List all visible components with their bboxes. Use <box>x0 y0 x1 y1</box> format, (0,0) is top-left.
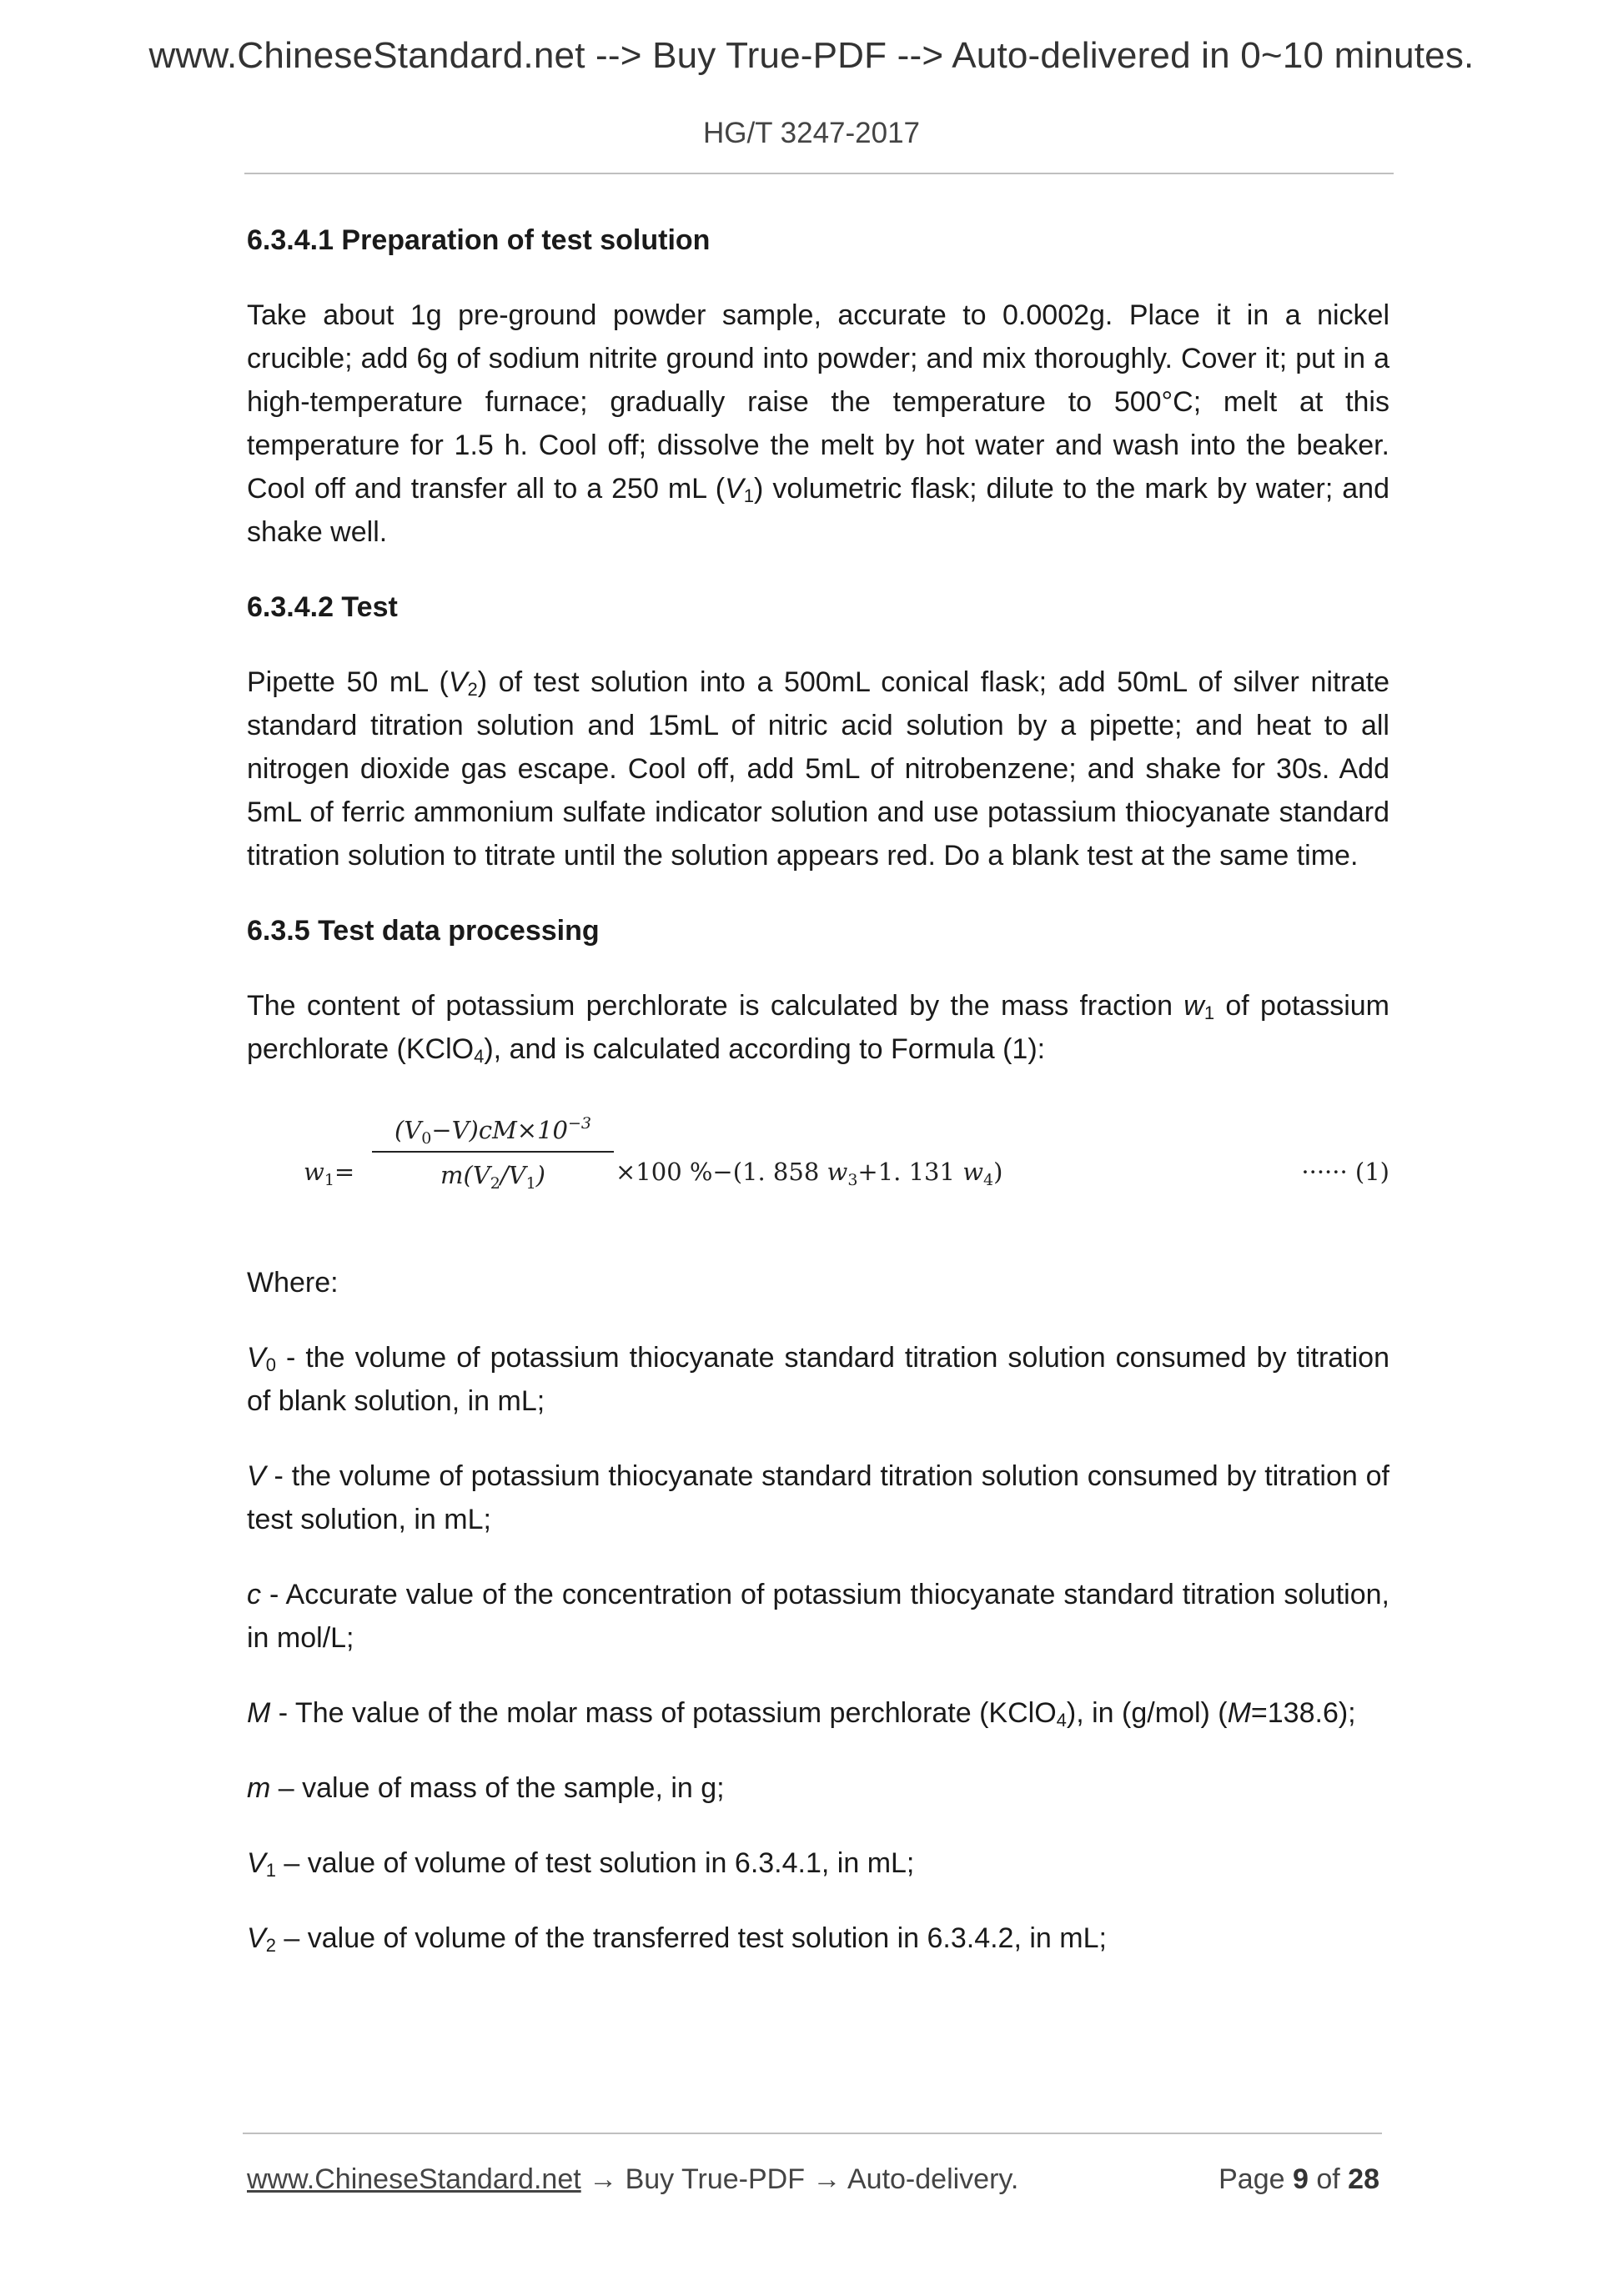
text-run: ) of test solution into a 500mL conical flask; add 50mL of silver nitrate standard titration solution and 15mL of nitric acid solution by a pipette; and heat to all nitrogen dioxide gas escape. Cool off, add 5mL of nitrobenzene; and shake for 30s. Add 5mL of ferric ammonium sulfate indicator solution and use potassium thiocyanate standard titration solution to titrate until the solution appears red. Do a blank test at the same time. <box>247 666 1389 872</box>
def-text: – value of volume of the transferred test solution in 6.3.4.2, in mL; <box>275 1922 1107 1954</box>
formula-text: ) <box>535 1161 545 1189</box>
definition-v1 <box>247 1841 1389 1885</box>
definition-v <box>247 1454 1389 1541</box>
def-variable: V <box>247 1847 266 1879</box>
def-text: =138.6); <box>1250 1697 1356 1729</box>
fraction-denominator <box>372 1158 614 1193</box>
definition-c <box>247 1573 1389 1660</box>
of-word: of <box>1316 2163 1340 2195</box>
text-run: of potassium perchlorate (KClO <box>247 990 1389 1065</box>
footer-site-link[interactable]: www.ChineseStandard.net <box>247 2163 581 2195</box>
def-subscript: 1 <box>265 1860 276 1881</box>
formula-sub: 1 <box>525 1174 536 1193</box>
page-content <box>247 219 1389 1992</box>
def-variable: V <box>247 1460 266 1492</box>
formula-sub: 1 <box>324 1171 334 1189</box>
def-text: - Accurate value of the concentration of potassium thiocyanate standard titration solution, in mol/L; <box>247 1579 1389 1654</box>
definition-m <box>247 1766 1389 1810</box>
page-total: 28 <box>1348 2163 1379 2195</box>
where-label: Where: <box>247 1267 339 1299</box>
formula-text: (V <box>394 1116 422 1144</box>
def-variable: m <box>247 1772 271 1804</box>
paragraph-6-3-4-1 <box>247 294 1389 554</box>
page-number: 9 <box>1292 2163 1309 2195</box>
formula-text: −V)cM×10 <box>431 1116 569 1144</box>
formula-exponent: −3 <box>568 1114 592 1133</box>
formula-var: w <box>304 1158 324 1186</box>
formula-text: +1. 131 <box>857 1158 963 1186</box>
page-indicator <box>1219 2163 1379 2196</box>
text-run: The content of potassium perchlorate is calculated by the mass fraction <box>247 990 1184 1022</box>
def-subscript: 0 <box>265 1354 276 1375</box>
document-code: HG/T 3247-2017 <box>702 117 921 149</box>
fraction-bar <box>372 1151 614 1153</box>
subscript: 2 <box>467 679 478 700</box>
formula-fraction <box>372 1113 614 1193</box>
def-text: - the volume of potassium thiocyanate standard titration solution consumed by titration of blank solution, in mL; <box>247 1342 1389 1417</box>
header-divider <box>244 173 1394 174</box>
definition-v2 <box>247 1917 1389 1960</box>
paragraph-6-3-4-2 <box>247 661 1389 877</box>
section-heading-6-3-4-1: 6.3.4.1 Preparation of test solution <box>247 224 711 256</box>
def-variable: c <box>247 1579 261 1610</box>
footer-divider <box>243 2133 1382 2134</box>
subscript: 1 <box>743 485 755 506</box>
equals-sign: = <box>334 1158 355 1186</box>
paragraph-6-3-5 <box>247 984 1389 1071</box>
formula-lhs <box>304 1150 354 1193</box>
formula-sub: 4 <box>983 1171 994 1189</box>
text-run: Pipette 50 mL ( <box>247 666 449 698</box>
def-text: - The value of the molar mass of potassium perchlorate (KClO <box>270 1697 1057 1729</box>
def-text: ), in (g/mol) ( <box>1066 1697 1228 1729</box>
text-run: ), and is calculated according to Formula (1): <box>484 1033 1046 1065</box>
formula-text: ×100 %−(1. 858 <box>616 1158 827 1186</box>
definition-v0 <box>247 1336 1389 1423</box>
def-subscript: 4 <box>1056 1710 1067 1731</box>
text-run: ) volumetric flask; dilute to the mark by water; and shake well. <box>247 473 1389 548</box>
definition-molar-mass <box>247 1691 1389 1735</box>
formula-1 <box>247 1103 1389 1228</box>
def-variable: M <box>247 1697 271 1729</box>
def-text: – value of volume of test solution in 6.3.4.1, in mL; <box>275 1847 915 1879</box>
def-variable: M <box>1227 1697 1251 1729</box>
formula-sub: 2 <box>490 1174 500 1193</box>
formula-sub: 3 <box>847 1171 858 1189</box>
subscript: 1 <box>1203 1002 1215 1023</box>
formula-rhs <box>616 1150 1002 1193</box>
page-word: Page <box>1219 2163 1285 2195</box>
footer-tagline: → Buy True-PDF → Auto-delivery. <box>580 2163 1019 2195</box>
fraction-numerator <box>372 1113 614 1148</box>
variable-v: V <box>725 473 744 505</box>
footer-links <box>247 2163 1018 2196</box>
subscript: 4 <box>474 1046 485 1067</box>
section-heading-6-3-5: 6.3.5 Test data processing <box>247 915 600 947</box>
formula-text: m(V <box>440 1161 490 1189</box>
def-variable: V <box>247 1342 266 1374</box>
def-variable: V <box>247 1922 266 1954</box>
formula-var: w <box>962 1158 984 1186</box>
formula-number: ······ (1) <box>1301 1158 1389 1186</box>
variable-w: w <box>1183 990 1204 1022</box>
formula-var: w <box>827 1158 848 1186</box>
def-subscript: 2 <box>265 1935 276 1956</box>
top-banner: www.ChineseStandard.net --> Buy True-PDF --> Auto-delivered in 0~10 minutes. <box>148 35 1475 76</box>
formula-text: /V <box>500 1161 526 1189</box>
variable-v: V <box>448 666 468 698</box>
def-text: – value of mass of the sample, in g; <box>270 1772 725 1804</box>
formula-sub: 0 <box>421 1129 432 1148</box>
section-heading-6-3-4-2: 6.3.4.2 Test <box>247 591 398 623</box>
def-text: - the volume of potassium thiocyanate standard titration solution consumed by titration of test solution, in mL; <box>247 1460 1389 1535</box>
text-run: Take about 1g pre-ground powder sample, accurate to 0.0002g. Place it in a nickel crucible; add 6g of sodium nitrite ground into powder; and mix thoroughly. Cover it; put in a high-temperature furnace; gradually raise the temperature to 500°C; melt at this temperature for 1.5 h. Cool off; dissolve the melt by hot water and wash into the beaker. Cool off and transfer all to a 250 mL ( <box>247 299 1389 505</box>
formula-text: ) <box>993 1158 1003 1186</box>
